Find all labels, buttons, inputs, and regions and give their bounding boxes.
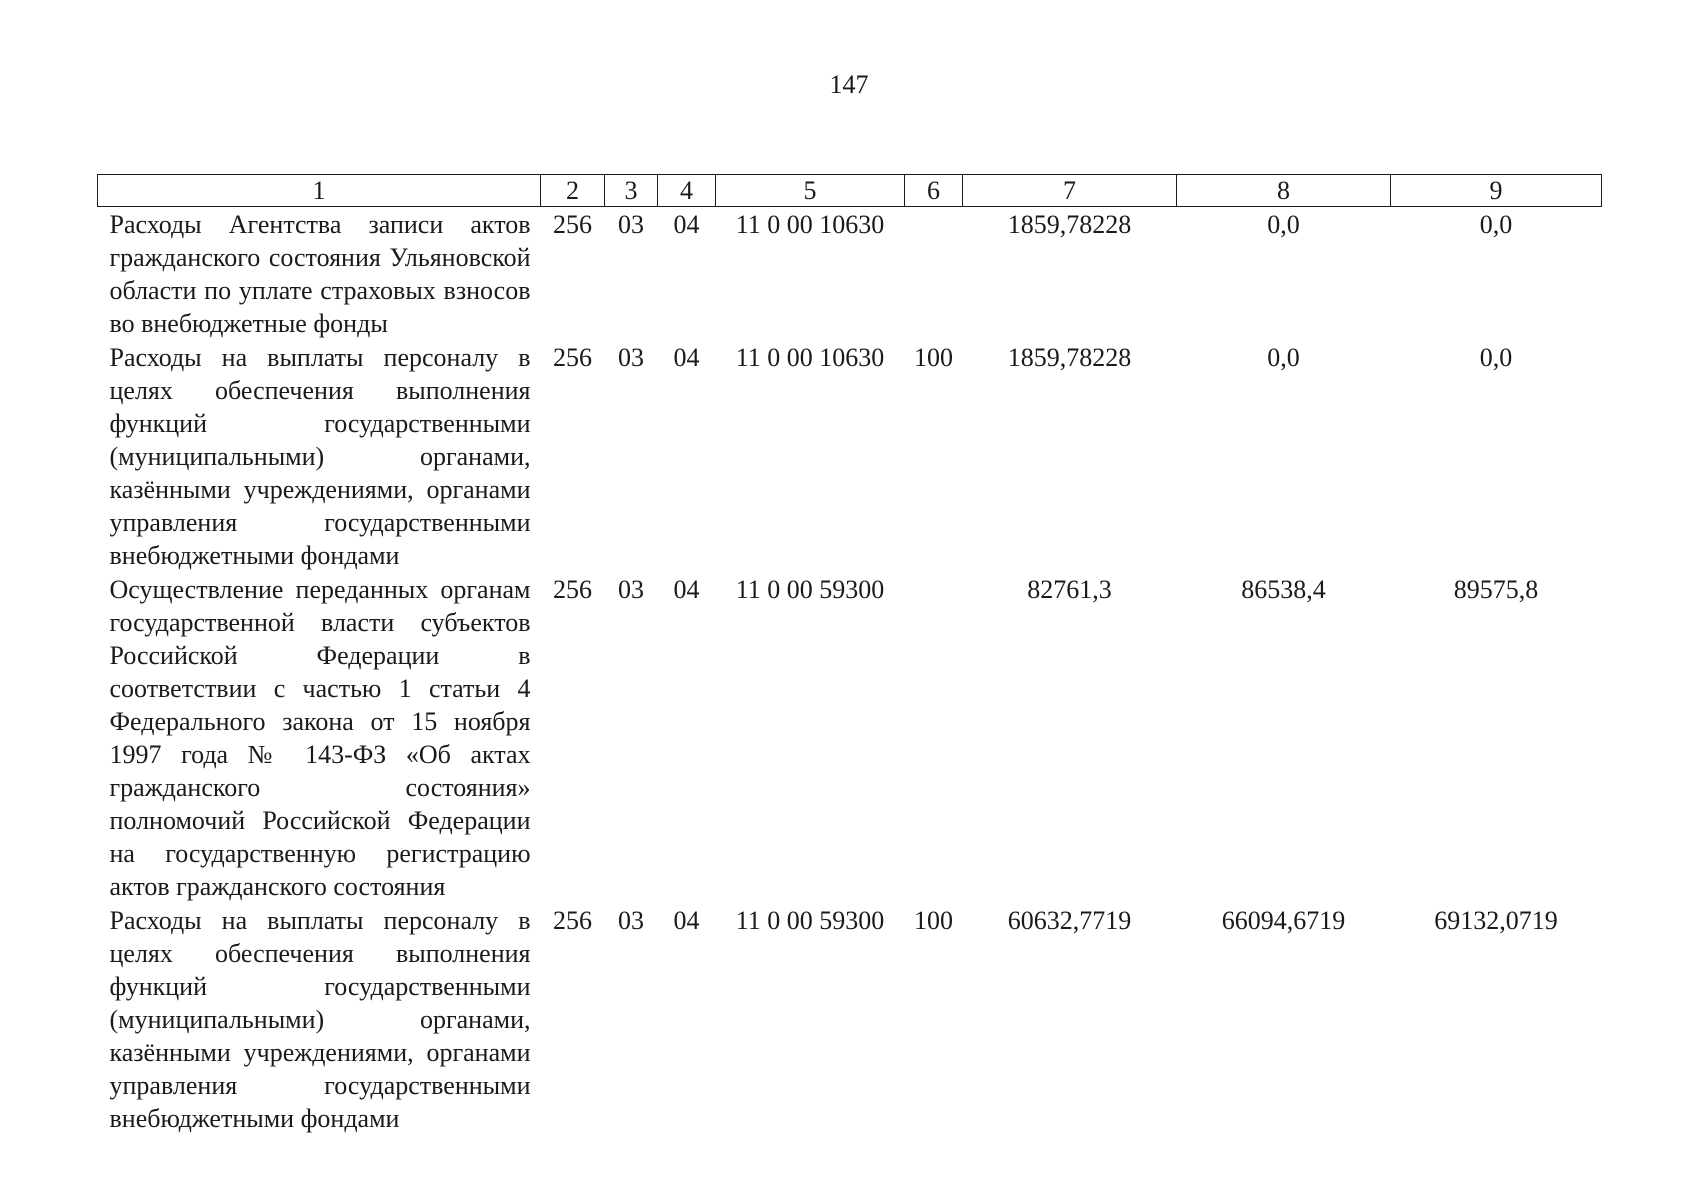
column-header: 3 — [605, 175, 658, 207]
page-number: 147 — [829, 70, 869, 99]
section-code: 03 — [618, 210, 644, 239]
row-description: Расходы на выплаты персоналу в целях обеспечения выполнения функций государственными (муниципальными) органами, казёнными учреждениями, органами управления государственными внебюджетными фондами — [109, 906, 531, 1133]
column-header: 1 — [98, 175, 541, 207]
amount-year-2: 0,0 — [1267, 210, 1300, 239]
table-row — [98, 572, 1602, 903]
expense-type-code — [905, 572, 963, 903]
column-header: 2 — [541, 175, 605, 207]
amount-year-2: 0,0 — [1267, 343, 1300, 372]
table-row — [98, 207, 1602, 341]
column-header: 7 — [963, 175, 1177, 207]
column-header: 9 — [1391, 175, 1602, 207]
expense-type-code: 100 — [914, 343, 953, 372]
target-article-code: 11 0 00 59300 — [735, 906, 885, 935]
target-article-code: 11 0 00 10630 — [735, 210, 885, 239]
amount-year-1: 1859,78228 — [1007, 210, 1132, 239]
table-row — [98, 903, 1602, 1135]
ministry-code: 256 — [553, 575, 592, 604]
table-header-row — [98, 175, 1602, 207]
subsection-code: 04 — [673, 343, 700, 372]
target-article-code: 11 0 00 59300 — [735, 575, 885, 604]
amount-year-3: 0,0 — [1479, 210, 1513, 239]
section-code: 03 — [618, 343, 644, 372]
target-article-code: 11 0 00 10630 — [735, 343, 885, 372]
expense-type-code — [905, 207, 963, 341]
table-row — [98, 340, 1602, 572]
row-description: Расходы Агентства записи актов гражданского состояния Ульяновской области по уплате страховых взносов во внебюджетные фонды — [109, 210, 531, 338]
row-description: Осуществление переданных органам государственной власти субъектов Российской Федерации в соответствии с частью 1 статьи 4 Федерального закона от 15 ноября 1997 года № 143-ФЗ «Об актах гражданского состояния» полномочий Российской Федерации на государственную регистрацию актов гражданского состояния — [109, 575, 531, 901]
subsection-code: 04 — [673, 575, 700, 604]
budget-table — [97, 174, 1602, 1135]
column-header: 4 — [658, 175, 716, 207]
amount-year-2: 86538,4 — [1241, 575, 1326, 604]
expense-type-code: 100 — [914, 906, 953, 935]
subsection-code: 04 — [673, 210, 700, 239]
amount-year-3: 89575,8 — [1453, 575, 1539, 604]
amount-year-1: 60632,7719 — [1007, 906, 1132, 935]
row-description: Расходы на выплаты персоналу в целях обеспечения выполнения функций государственными (муниципальными) органами, казёнными учреждениями, органами управления государственными внебюджетными фондами — [109, 343, 531, 570]
ministry-code: 256 — [553, 210, 592, 239]
section-code: 03 — [618, 906, 644, 935]
column-header: 8 — [1177, 175, 1391, 207]
section-code: 03 — [618, 575, 644, 604]
column-header: 6 — [905, 175, 963, 207]
amount-year-1: 82761,3 — [1027, 575, 1112, 604]
ministry-code: 256 — [553, 906, 592, 935]
amount-year-3: 0,0 — [1479, 343, 1513, 372]
column-header: 5 — [716, 175, 905, 207]
subsection-code: 04 — [673, 906, 700, 935]
ministry-code: 256 — [553, 343, 592, 372]
amount-year-2: 66094,6719 — [1221, 906, 1346, 935]
amount-year-3: 69132,0719 — [1434, 906, 1558, 935]
amount-year-1: 1859,78228 — [1007, 343, 1132, 372]
